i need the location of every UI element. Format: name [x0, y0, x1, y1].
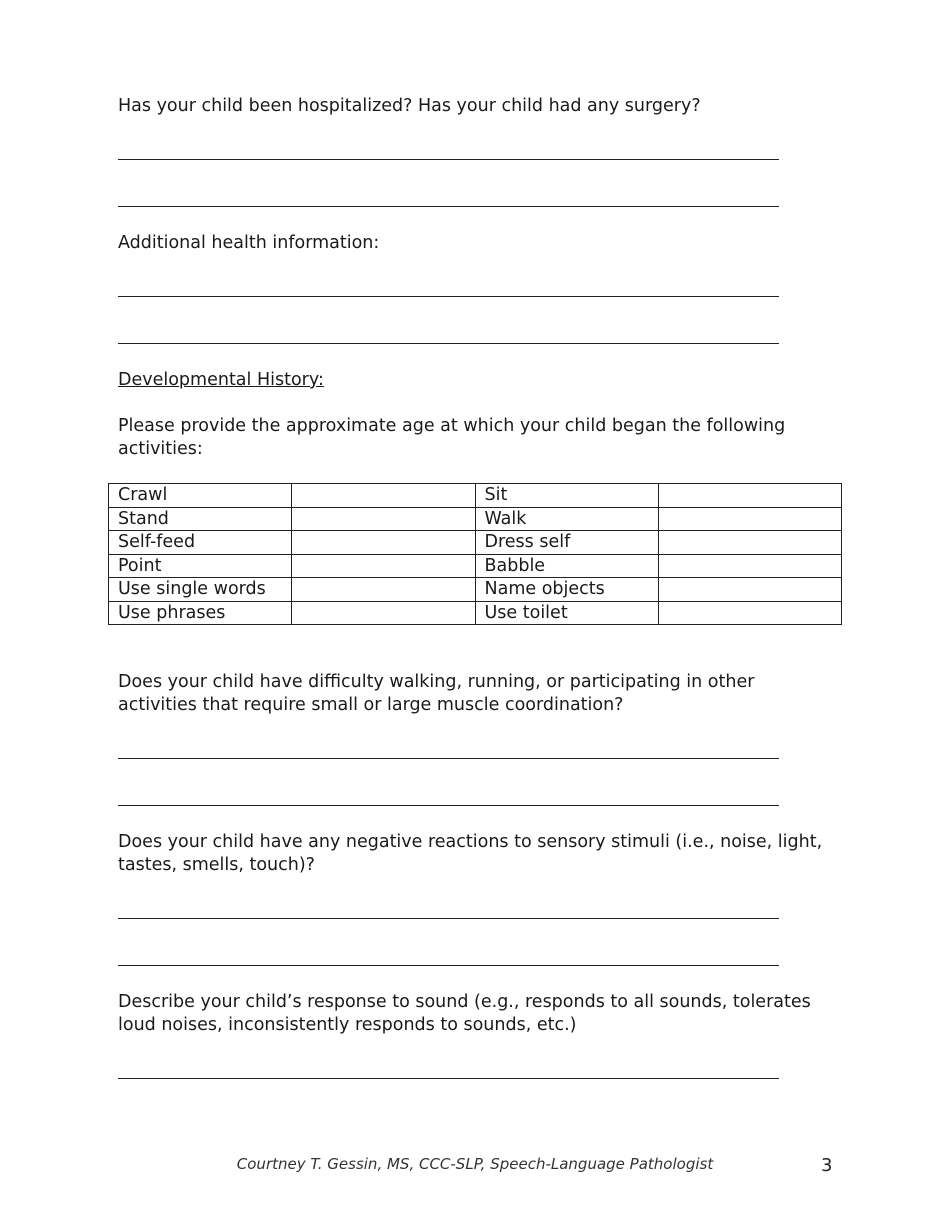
milestone-age-cell[interactable] [292, 554, 475, 578]
question-age-prompt: Please provide the approximate age at which your child began the following activities: [118, 416, 786, 459]
table-row [109, 554, 842, 578]
question-coordination: Does your child have difficulty walking, running, or participating in other activities that require small or large muscle coordination? [118, 672, 755, 715]
milestone-label: Walk [475, 507, 658, 531]
answer-line[interactable] [118, 159, 779, 160]
answer-line[interactable] [118, 965, 779, 966]
milestone-age-cell[interactable] [658, 531, 841, 555]
answer-line[interactable] [118, 206, 779, 207]
answer-line[interactable] [118, 1078, 779, 1079]
milestone-age-cell[interactable] [658, 554, 841, 578]
milestone-label: Dress self [475, 531, 658, 555]
milestone-age-cell[interactable] [658, 601, 841, 625]
table-row [109, 601, 842, 625]
answer-line[interactable] [118, 805, 779, 806]
table-row [109, 531, 842, 555]
milestone-label: Sit [475, 484, 658, 508]
milestone-label: Crawl [109, 484, 292, 508]
answer-line[interactable] [118, 296, 779, 297]
section-heading-developmental-history: Developmental History: [118, 370, 324, 390]
milestone-age-cell[interactable] [658, 484, 841, 508]
milestone-label: Use phrases [109, 601, 292, 625]
milestone-label: Use toilet [475, 601, 658, 625]
milestones-table [108, 483, 842, 625]
milestone-label: Stand [109, 507, 292, 531]
milestone-label: Babble [475, 554, 658, 578]
answer-line[interactable] [118, 758, 779, 759]
table-row [109, 578, 842, 602]
answer-line[interactable] [118, 918, 779, 919]
page-number: 3 [821, 1155, 833, 1176]
milestone-age-cell[interactable] [292, 531, 475, 555]
milestone-age-cell[interactable] [658, 507, 841, 531]
milestone-age-cell[interactable] [658, 578, 841, 602]
milestone-age-cell[interactable] [292, 507, 475, 531]
table-row [109, 484, 842, 508]
question-sensory: Does your child have any negative reactions to sensory stimuli (i.e., noise, light, tastes, smells, touch)? [118, 832, 823, 875]
milestone-label: Use single words [109, 578, 292, 602]
milestone-label: Self-feed [109, 531, 292, 555]
answer-line[interactable] [118, 343, 779, 344]
milestone-label: Point [109, 554, 292, 578]
question-additional-health: Additional health information: [118, 233, 380, 253]
question-sound-response: Describe your child’s response to sound (e.g., responds to all sounds, tolerates loud noises, inconsistently responds to sounds, etc.) [118, 992, 811, 1035]
footer-author: Courtney T. Gessin, MS, CCC-SLP, Speech-Language Pathologist [236, 1155, 714, 1173]
table-row [109, 507, 842, 531]
milestone-age-cell[interactable] [292, 601, 475, 625]
milestone-age-cell[interactable] [292, 578, 475, 602]
milestone-age-cell[interactable] [292, 484, 475, 508]
question-hospitalized: Has your child been hospitalized? Has your child had any surgery? [118, 96, 701, 116]
milestone-label: Name objects [475, 578, 658, 602]
